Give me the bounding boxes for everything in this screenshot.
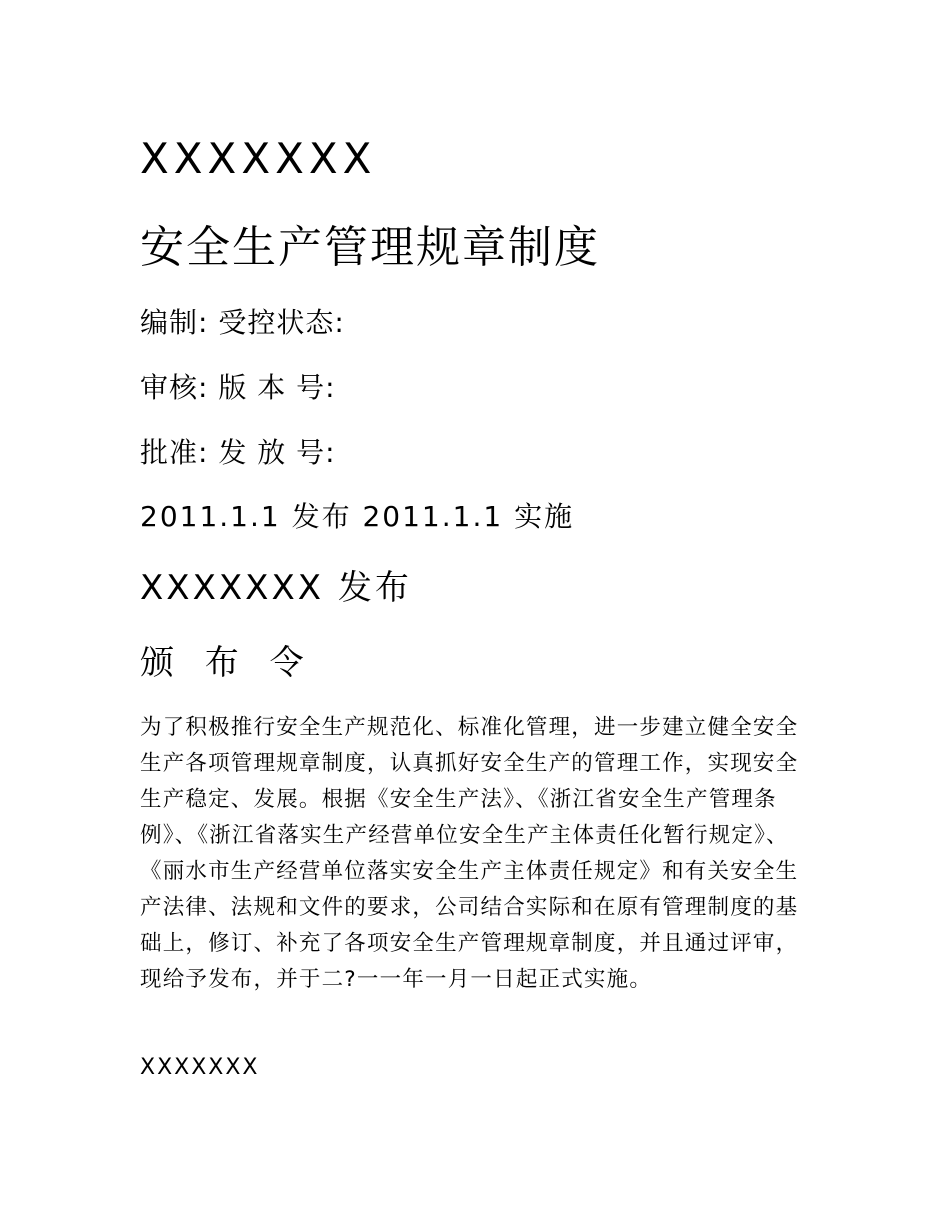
decree-body: 为了积极推行安全生产规范化、标准化管理，进一步建立健全安全生产各项管理规章制度，认真抓好安全生产的管理工作，实现安全生产稳定、发展。根据《安全生产法》、《浙江省安全生产管理条例》、《浙江省落实生产经营单位安全生产主体责任化暂行规定》、《丽水市生产经营单位落实安全生产主体责任规定》和有关安全生产法律、法规和文件的要求，公司结合实际和在原有管理制度的基础上，修订、补充了各项安全生产管理规章制度，并且通过评审，现给予发布，并于二?一一年一月一日起正式实施。 bbox=[140, 715, 799, 992]
signature: XXXXXXX bbox=[140, 1055, 260, 1080]
company-name: XXXXXXX bbox=[140, 134, 377, 183]
meta-line-approved-distribution: 批准: 发 放 号: bbox=[140, 436, 336, 469]
meta-line-reviewed-version: 审核: 版 本 号: bbox=[140, 371, 336, 404]
decree-title: 颁 布 令 bbox=[140, 643, 314, 683]
meta-line-compiled-controlled: 编制: 受控状态: bbox=[140, 306, 345, 339]
issuer-line: XXXXXXX 发布 bbox=[140, 568, 412, 608]
meta-line-dates: 2011.1.1 发布 2011.1.1 实施 bbox=[140, 500, 575, 533]
document-title: 安全生产管理规章制度 bbox=[140, 222, 600, 273]
